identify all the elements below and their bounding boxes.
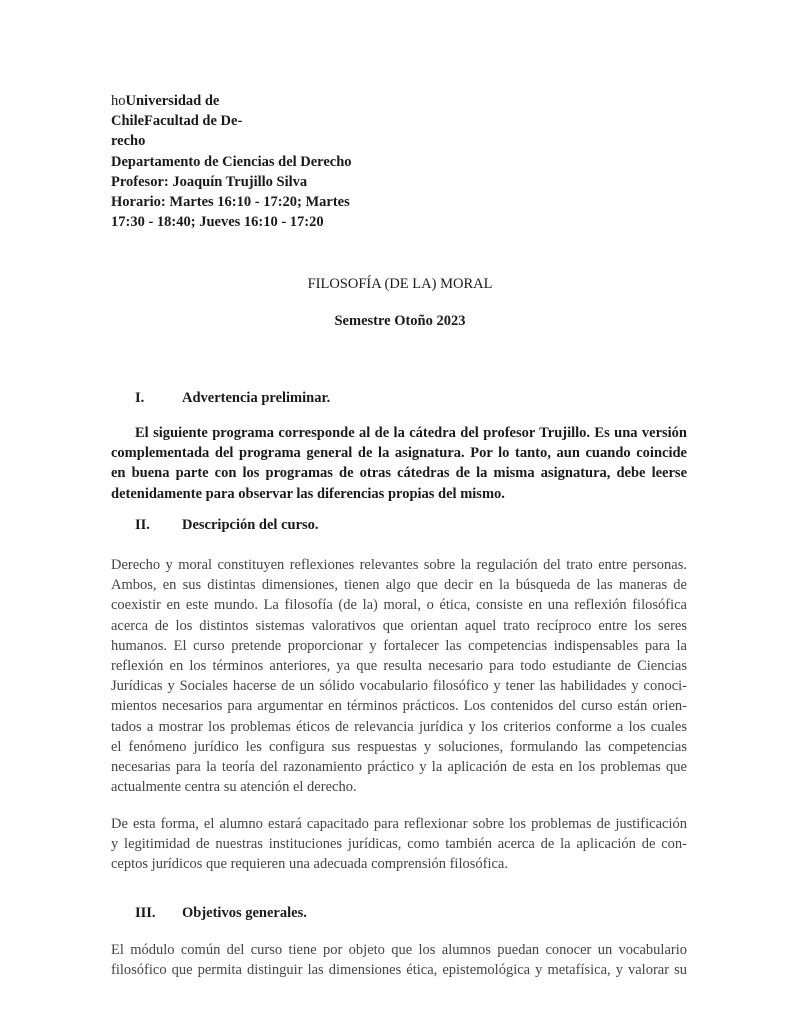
header-line: 17:30 - 18:40; Jueves 16:10 - 17:20 [111,214,324,231]
paragraph-line: en buena parte con los programas de otras cátedras de la misma asignatura, debe leerse [111,465,687,482]
section-heading [135,390,330,407]
paragraph-line: detenidamente para observar las diferencias propias del mismo. [111,485,505,502]
header-line: hoUniversidad de [111,93,220,109]
section-number: II. [135,517,150,533]
paragraph-line: tados a mostrar los problemas éticos de relevancia jurídica y los criterios conforme a los cuales [111,718,687,735]
header-line: ChileFacultad de De- [111,113,243,130]
paragraph-line: mientos necesarios para argumentar en términos prácticos. Los contenidos del curso están orien- [111,698,687,715]
section-title: Advertencia preliminar. [182,390,331,406]
paragraph-line: Ambos, en sus distintas dimensiones, tienen algo que decir en la búsqueda de las maneras de [111,577,687,594]
paragraph-line: filosófico que permita distinguir las dimensiones ética, epistemológica y metafísica, y valorar su [111,962,687,979]
paragraph-line: y legitimidad de nuestras instituciones jurídicas, como también acerca de la aplicación de con- [111,836,687,853]
section-title: Objetivos generales. [182,905,307,921]
paragraph-line: necesarias para la teoría del razonamiento práctico y la aplicación de esta en los problemas que [111,759,687,776]
paragraph-line: acerca de los distintos sistemas valorativos que orientan aquel trato recíproco entre los seres [111,617,687,634]
paragraph-line: ceptos jurídicos que requieren una adecuada comprensión filosófica. [111,856,508,873]
section-title: Descripción del curso. [182,517,319,533]
document-title: FILOSOFÍA (DE LA) MORAL [307,276,493,292]
paragraph-line: De esta forma, el alumno estará capacitado para reflexionar sobre los problemas de justificación [111,816,687,832]
header-line: Profesor: Joaquín Trujillo Silva [111,173,308,190]
section-number: III. [135,905,156,921]
paragraph-line: el fenómeno jurídico les configura sus respuestas y soluciones, formulando las competencias [111,738,687,755]
section-heading [135,905,307,922]
paragraph [111,555,687,797]
paragraph-line: complementada del programa general de la asignatura. Por lo tanto, aun cuando coincide [111,445,687,462]
paragraph-line: El siguiente programa corresponde al de la cátedra del profesor Trujillo. Es una versión [135,425,687,441]
paragraph [111,423,687,504]
paragraph-line: El módulo común del curso tiene por objeto que los alumnos puedan conocer un vocabulario [111,942,687,958]
section-number: I. [135,390,145,406]
paragraph-line: humanos. El curso pretende proporcionar y fortalecer las competencias indispensables para la [111,637,687,654]
header-line: recho [111,133,146,150]
section-heading [135,517,319,534]
paragraph [111,814,687,875]
document-subtitle: Semestre Otoño 2023 [334,313,466,329]
paragraph-line: reflexión en los términos anteriores, ya que resulta necesario para todo estudiante de Ciencias [111,658,687,675]
paragraph-line: Jurídicas y Sociales hacerse de un sólido vocabulario filosófico y tener las habilidades y conoci- [111,678,687,695]
paragraph-line: actualmente centra su atención el derecho. [111,779,357,796]
header-prefix: ho [111,93,126,109]
paragraph [111,940,687,980]
paragraph-line: Derecho y moral constituyen reflexiones relevantes sobre la regulación del trato entre personas. [111,557,687,573]
paragraph-line: coexistir en este mundo. La filosofía (de la) moral, o ética, consiste en una reflexión filosófica [111,597,687,614]
document-header [111,91,411,232]
header-line: Departamento de Ciencias del Derecho [111,153,352,170]
header-line: Horario: Martes 16:10 - 17:20; Martes [111,194,350,211]
